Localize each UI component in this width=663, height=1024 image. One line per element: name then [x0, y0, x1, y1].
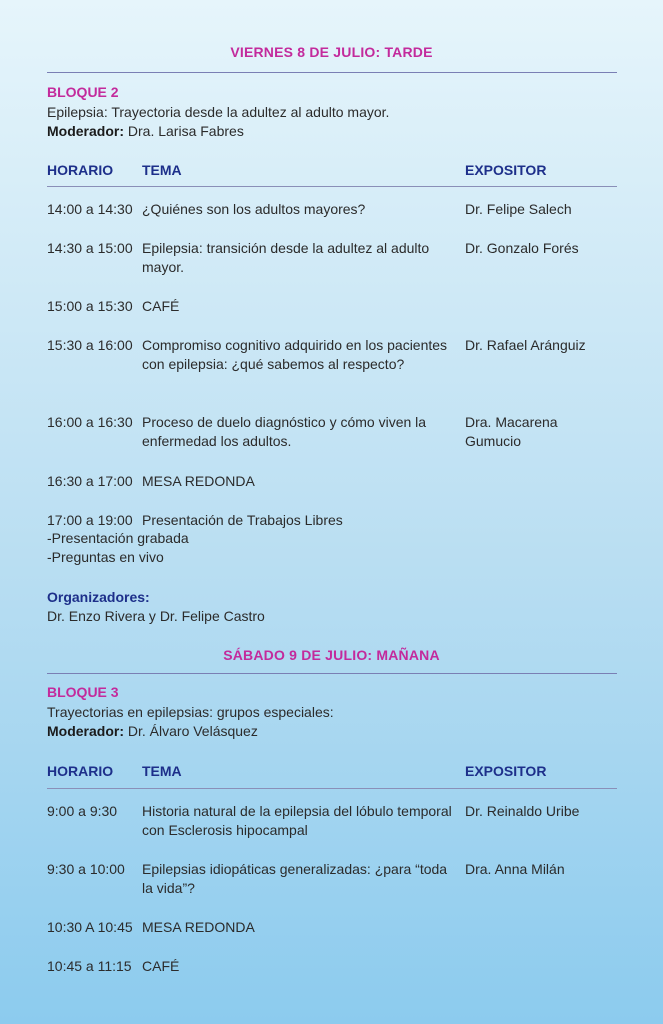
- day-title-friday: VIERNES 8 DE JULIO: TARDE: [230, 44, 433, 60]
- header-horario: HORARIO: [47, 763, 114, 779]
- row-speaker: Dr. Reinaldo Uribe: [465, 803, 580, 819]
- moderator-line: [47, 123, 244, 139]
- row-topic: Historia natural de la epilepsia del lóbulo temporal con Esclerosis hipocampal: [142, 803, 452, 838]
- header-tema: TEMA: [142, 763, 182, 779]
- moderator-name: Dra. Larisa Fabres: [124, 123, 244, 139]
- header-tema: TEMA: [142, 162, 182, 178]
- block-label: BLOQUE 2: [47, 84, 119, 100]
- day-title-saturday: SÁBADO 9 DE JULIO: MAÑANA: [223, 647, 440, 663]
- header-horario: HORARIO: [47, 162, 114, 178]
- row-time: 15:00 a 15:30: [47, 298, 133, 314]
- table-header-divider: [47, 788, 617, 789]
- organizers-names: Dr. Enzo Rivera y Dr. Felipe Castro: [47, 608, 265, 624]
- row-speaker: Dr. Felipe Salech: [465, 201, 572, 217]
- header-expositor: EXPOSITOR: [465, 162, 547, 178]
- row-topic: Presentación de Trabajos Libres: [142, 512, 343, 528]
- moderator-label: Moderador:: [47, 723, 124, 739]
- row-time: 10:30 A 10:45: [47, 919, 133, 935]
- row-topic: CAFÉ: [142, 958, 180, 974]
- row-time: 15:30 a 16:00: [47, 337, 133, 353]
- organizers-label: Organizadores:: [47, 589, 150, 605]
- moderator-label: Moderador:: [47, 123, 124, 139]
- row-time: 9:30 a 10:00: [47, 861, 125, 877]
- block-description: Trayectorias en epilepsias: grupos especiales:: [47, 704, 334, 720]
- sub-item: -Preguntas en vivo: [47, 549, 164, 565]
- header-expositor: EXPOSITOR: [465, 763, 547, 779]
- row-topic: MESA REDONDA: [142, 919, 255, 935]
- section-divider: [47, 673, 617, 674]
- moderator-name: Dr. Álvaro Velásquez: [124, 723, 258, 739]
- row-speaker: Dr. Gonzalo Forés: [465, 240, 579, 256]
- row-speaker: Dra. Anna Milán: [465, 861, 565, 877]
- sub-item: -Presentación grabada: [47, 530, 189, 546]
- row-topic: MESA REDONDA: [142, 473, 255, 489]
- row-speaker: Dr. Rafael Aránguiz: [465, 337, 586, 353]
- row-topic: Epilepsias idiopáticas generalizadas: ¿para “toda la vida”?: [142, 861, 448, 896]
- table-header-divider: [47, 186, 617, 187]
- block-description: Epilepsia: Trayectoria desde la adultez al adulto mayor.: [47, 104, 390, 120]
- row-topic: Proceso de duelo diagnóstico y cómo viven la enfermedad los adultos.: [142, 414, 427, 449]
- moderator-line: [47, 723, 258, 739]
- row-time: 16:00 a 16:30: [47, 414, 133, 430]
- row-topic: Compromiso cognitivo adquirido en los pacientes con epilepsia: ¿qué sabemos al respecto?: [142, 337, 448, 372]
- row-time: 14:00 a 14:30: [47, 201, 133, 217]
- row-topic: Epilepsia: transición desde la adultez al adulto mayor.: [142, 240, 430, 275]
- row-speaker: Dra. Macarena Gumucio: [465, 414, 558, 449]
- row-time: 10:45 a 11:15: [47, 958, 132, 974]
- block-label: BLOQUE 3: [47, 684, 119, 700]
- row-time: 14:30 a 15:00: [47, 240, 133, 256]
- row-topic: CAFÉ: [142, 298, 180, 314]
- section-divider: [47, 72, 617, 73]
- row-time: 16:30 a 17:00: [47, 473, 133, 489]
- row-time: 17:00 a 19:00: [47, 512, 133, 528]
- row-topic: ¿Quiénes son los adultos mayores?: [142, 201, 366, 217]
- row-time: 9:00 a 9:30: [47, 803, 118, 819]
